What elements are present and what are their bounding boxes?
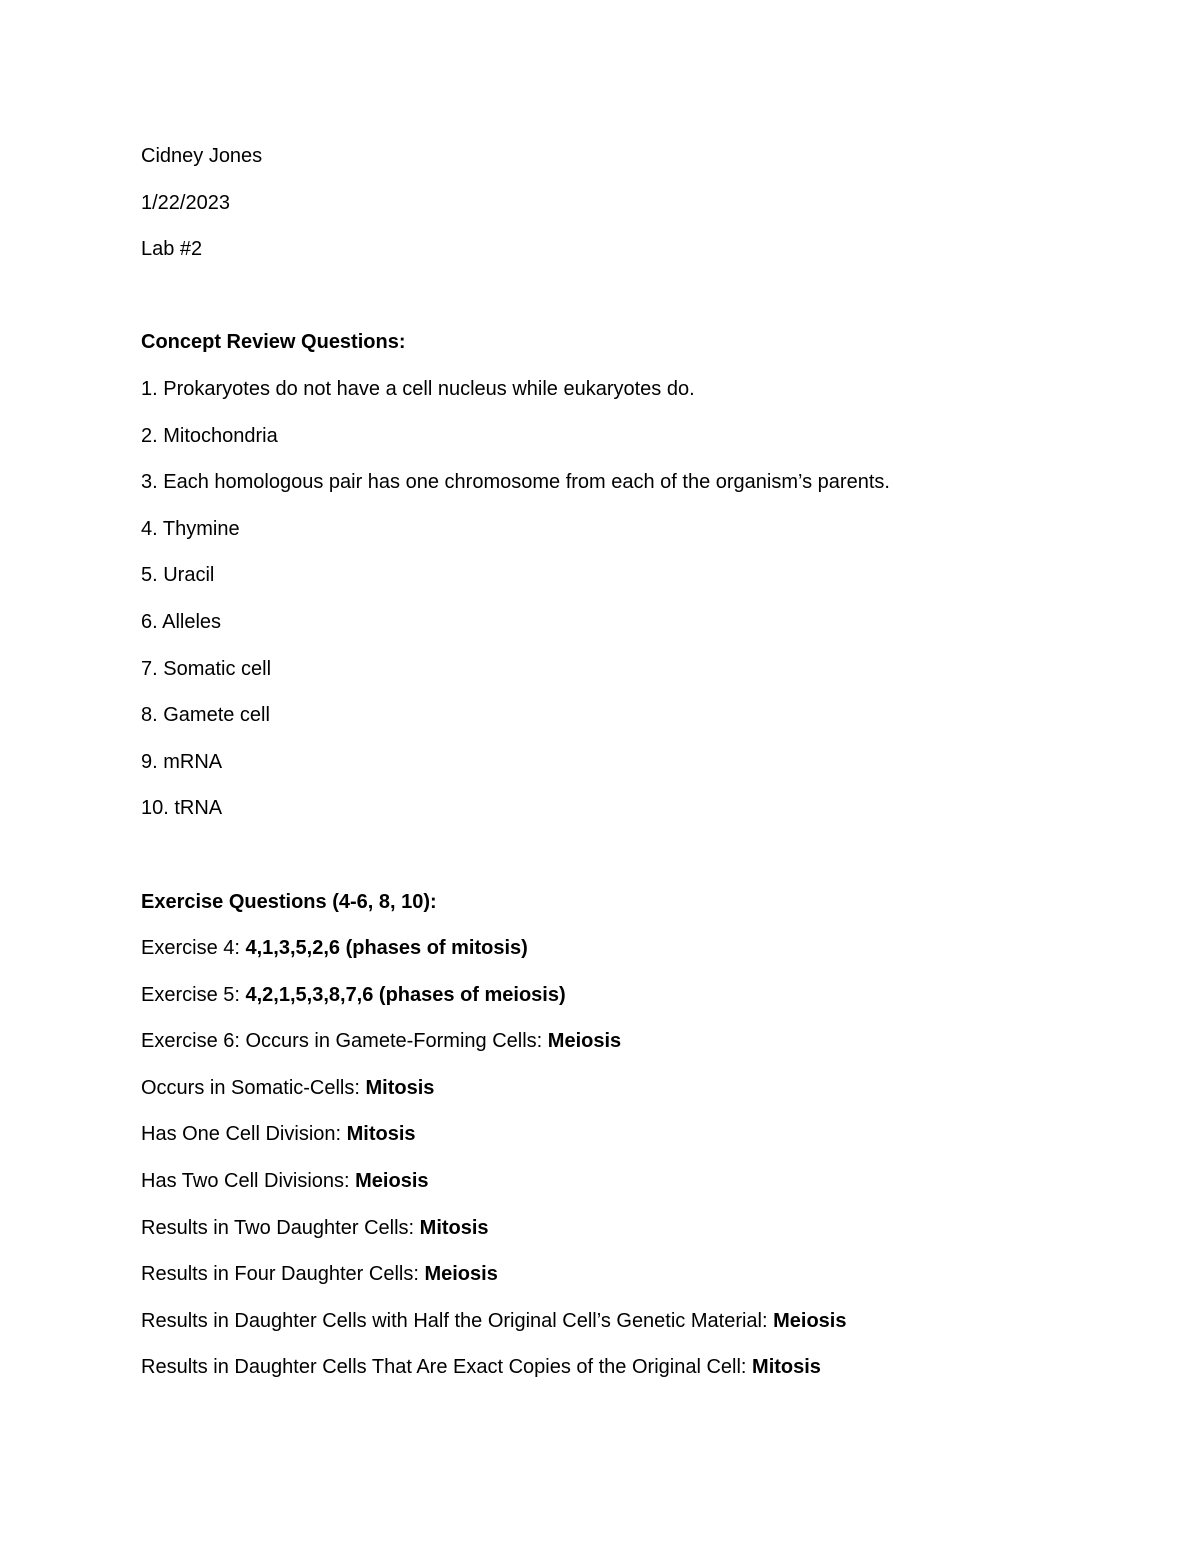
exercise-label: Exercise 5: — [141, 983, 246, 1006]
exercise-label: Results in Daughter Cells That Are Exact Copies of the Original Cell: — [141, 1356, 753, 1379]
document-date: 1/22/2023 — [141, 191, 230, 214]
concept-answer: 4. Thymine — [141, 517, 240, 540]
exercise-answer: Meiosis — [547, 1030, 622, 1053]
exercise-answer: Mitosis — [346, 1123, 416, 1146]
concept-answer: 8. Gamete cell — [141, 704, 270, 727]
concept-answer: 10. tRNA — [141, 797, 223, 820]
concept-answer: 1. Prokaryotes do not have a cell nucleus while eukaryotes do. — [141, 377, 695, 400]
exercise-item — [141, 1072, 1101, 1104]
concept-answer: 3. Each homologous pair has one chromosome from each of the organism’s parents. — [141, 471, 890, 494]
spacer — [141, 280, 1101, 327]
exercise-item — [141, 932, 1101, 964]
exercise-answer: Mitosis — [365, 1076, 435, 1099]
spacer — [141, 839, 1101, 886]
exercise-item — [141, 1118, 1101, 1150]
exercise-answer: Meiosis — [773, 1309, 847, 1332]
exercise-item — [141, 1305, 1101, 1337]
concept-answer: 2. Mitochondria — [141, 424, 278, 447]
concept-review-heading: Concept Review Questions: — [141, 331, 406, 354]
exercise-label: Results in Daughter Cells with Half the Original Cell’s Genetic Material: — [141, 1309, 774, 1332]
exercise-label: Results in Four Daughter Cells: — [141, 1263, 425, 1286]
concept-answer: 9. mRNA — [141, 750, 223, 773]
exercise-answer: 4,1,3,5,2,6 (phases of mitosis) — [245, 937, 528, 960]
exercise-answer: 4,2,1,5,3,8,7,6 (phases of meiosis) — [245, 983, 566, 1006]
exercise-list — [141, 932, 1101, 1383]
author-name: Cidney Jones — [141, 145, 263, 167]
exercise-answer: Mitosis — [419, 1216, 489, 1239]
concept-answer: 5. Uracil — [141, 564, 215, 587]
concept-answer: 7. Somatic cell — [141, 657, 272, 680]
exercise-answer: Meiosis — [355, 1170, 429, 1193]
exercise-label: Has Two Cell Divisions: — [141, 1170, 356, 1193]
exercise-item — [141, 979, 1101, 1011]
exercise-label: Exercise 6: Occurs in Gamete-Forming Cells: — [141, 1030, 548, 1053]
exercise-item — [141, 1025, 1101, 1057]
exercise-item — [141, 1212, 1101, 1244]
concept-answer: 6. Alleles — [141, 610, 222, 633]
exercise-label: Results in Two Daughter Cells: — [141, 1216, 420, 1239]
exercise-answer: Meiosis — [424, 1263, 498, 1286]
exercise-answer: Mitosis — [752, 1356, 821, 1379]
exercise-label: Occurs in Somatic-Cells: — [141, 1076, 366, 1099]
exercise-heading: Exercise Questions (4-6, 8, 10): — [141, 890, 437, 913]
exercise-label: Exercise 4: — [141, 937, 246, 960]
exercise-item — [141, 1258, 1101, 1290]
document-body — [141, 140, 1101, 1398]
lab-title: Lab #2 — [141, 238, 203, 261]
concept-review-list — [141, 373, 1101, 824]
exercise-item — [141, 1165, 1101, 1197]
exercise-item — [141, 1351, 1101, 1383]
exercise-label: Has One Cell Division: — [141, 1123, 347, 1146]
